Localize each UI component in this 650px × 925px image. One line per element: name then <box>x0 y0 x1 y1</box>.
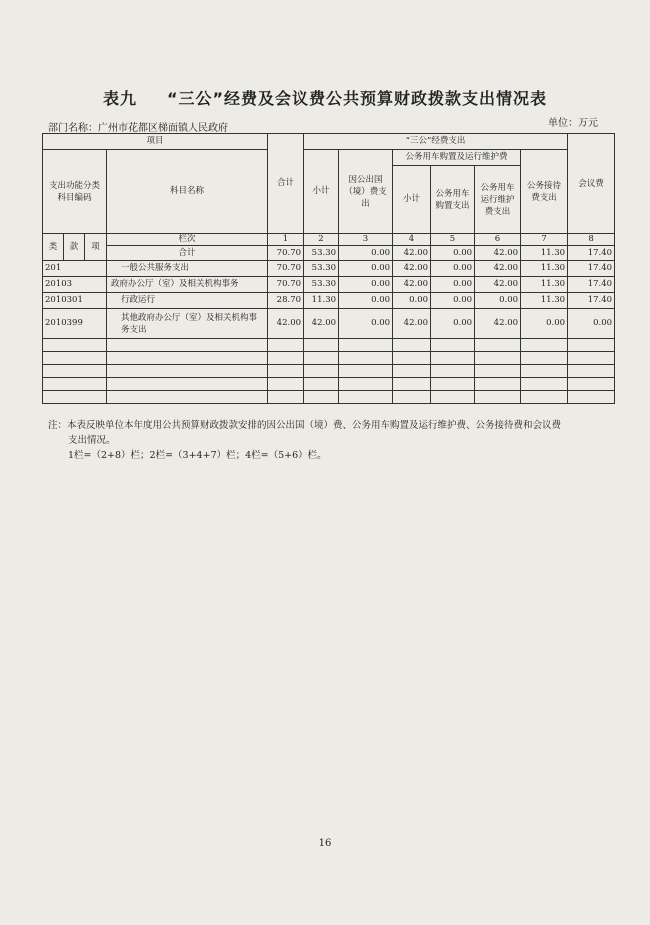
cell: 17.40 <box>568 293 615 309</box>
cell: 42.00 <box>304 309 339 339</box>
col-num: 2 <box>304 234 339 246</box>
cell: 0.00 <box>339 261 393 277</box>
col-num: 6 <box>475 234 521 246</box>
note-line-1: 注：本表反映单位本年度用公共预算财政拨款安排的因公出国（境）费、公务用车购置及运行维护费、公务接待费和会议费 <box>48 420 562 431</box>
header-total: 合计 <box>268 134 304 234</box>
cell: 53.30 <box>304 261 339 277</box>
cell: 70.70 <box>268 277 304 293</box>
cell: 17.40 <box>568 246 615 261</box>
cell: 17.40 <box>568 277 615 293</box>
cell: 42.00 <box>475 246 521 261</box>
empty-row <box>43 339 615 352</box>
empty-row <box>43 365 615 378</box>
page-title <box>0 86 650 109</box>
col-num: 4 <box>393 234 431 246</box>
table-row <box>43 277 615 293</box>
cell: 0.00 <box>431 309 475 339</box>
cell: 53.30 <box>304 277 339 293</box>
cell: 53.30 <box>304 246 339 261</box>
cell: 0.00 <box>339 277 393 293</box>
header-abroad: 因公出国（境）费支出 <box>339 150 393 234</box>
header-project: 项目 <box>43 134 268 150</box>
row-code: 201 <box>43 261 107 277</box>
table-notes <box>48 418 608 463</box>
cell: 42.00 <box>393 277 431 293</box>
expense-table <box>42 133 615 404</box>
cell: 70.70 <box>268 246 304 261</box>
header-name: 科目名称 <box>107 150 268 234</box>
department-name: 部门名称：广州市花都区梯面镇人民政府 <box>48 123 228 134</box>
cell: 0.00 <box>431 293 475 309</box>
cell: 17.40 <box>568 261 615 277</box>
header-lei: 类 <box>43 234 64 261</box>
empty-row <box>43 378 615 391</box>
empty-row <box>43 391 615 404</box>
table-row <box>43 261 615 277</box>
cell: 0.00 <box>431 261 475 277</box>
header-kuan: 款 <box>64 234 85 261</box>
row-name: 其他政府办公厅（室）及相关机构事务支出 <box>107 309 268 339</box>
note-line-2: 支出情况。 <box>68 435 116 446</box>
cell: 0.00 <box>431 277 475 293</box>
header-car-run: 公务用车运行维护费支出 <box>475 166 521 234</box>
col-num: 5 <box>431 234 475 246</box>
header-car-purchase: 公务用车购置支出 <box>431 166 475 234</box>
cell: 28.70 <box>268 293 304 309</box>
row-code: 20103 <box>43 277 107 293</box>
row-name: 行政运行 <box>107 293 268 309</box>
col-num: 8 <box>568 234 615 246</box>
cell: 0.00 <box>431 246 475 261</box>
row-name: 政府办公厅（室）及相关机构事务 <box>107 277 268 293</box>
col-num: 1 <box>268 234 304 246</box>
cell: 42.00 <box>475 261 521 277</box>
cell: 42.00 <box>393 246 431 261</box>
col-num: 7 <box>521 234 568 246</box>
cell: 42.00 <box>393 309 431 339</box>
cell: 70.70 <box>268 261 304 277</box>
total-label: 合计 <box>107 246 268 261</box>
cell: 42.00 <box>475 309 521 339</box>
cell: 0.00 <box>339 309 393 339</box>
cell: 0.00 <box>393 293 431 309</box>
col-num: 3 <box>339 234 393 246</box>
cell: 11.30 <box>521 277 568 293</box>
cell: 0.00 <box>568 309 615 339</box>
cell: 11.30 <box>304 293 339 309</box>
table-row <box>43 309 615 339</box>
header-meeting: 会议费 <box>568 134 615 234</box>
table-number: 表九 <box>102 89 137 108</box>
empty-row <box>43 352 615 365</box>
cell: 0.00 <box>339 293 393 309</box>
row-code: 2010301 <box>43 293 107 309</box>
header-reception: 公务接待费支出 <box>521 150 568 234</box>
row-code: 2010399 <box>43 309 107 339</box>
table-row <box>43 293 615 309</box>
unit-label: 单位：万元 <box>548 118 598 129</box>
cell: 42.00 <box>393 261 431 277</box>
table-title: “三公”经费及会议费公共预算财政拨款支出情况表 <box>166 89 548 108</box>
header-gongwuyongche: 公务用车购置及运行维护费 <box>393 150 521 166</box>
cell: 0.00 <box>339 246 393 261</box>
note-line-3: 1栏=（2+8）栏；2栏=（3+4+7）栏；4栏=（5+6）栏。 <box>68 450 327 461</box>
total-row <box>43 246 615 261</box>
header-lanci: 栏次 <box>107 234 268 246</box>
header-subtotal: 小计 <box>304 150 339 234</box>
header-code: 支出功能分类科目编码 <box>43 150 107 234</box>
row-name: 一般公共服务支出 <box>107 261 268 277</box>
cell: 42.00 <box>268 309 304 339</box>
cell: 42.00 <box>475 277 521 293</box>
cell: 11.30 <box>521 246 568 261</box>
cell: 0.00 <box>521 309 568 339</box>
header-xiang: 项 <box>85 234 107 261</box>
header-sangong: “三公”经费支出 <box>304 134 568 150</box>
cell: 11.30 <box>521 261 568 277</box>
cell: 11.30 <box>521 293 568 309</box>
cell: 0.00 <box>475 293 521 309</box>
header-car-subtotal: 小计 <box>393 166 431 234</box>
page-number: 16 <box>318 838 332 849</box>
